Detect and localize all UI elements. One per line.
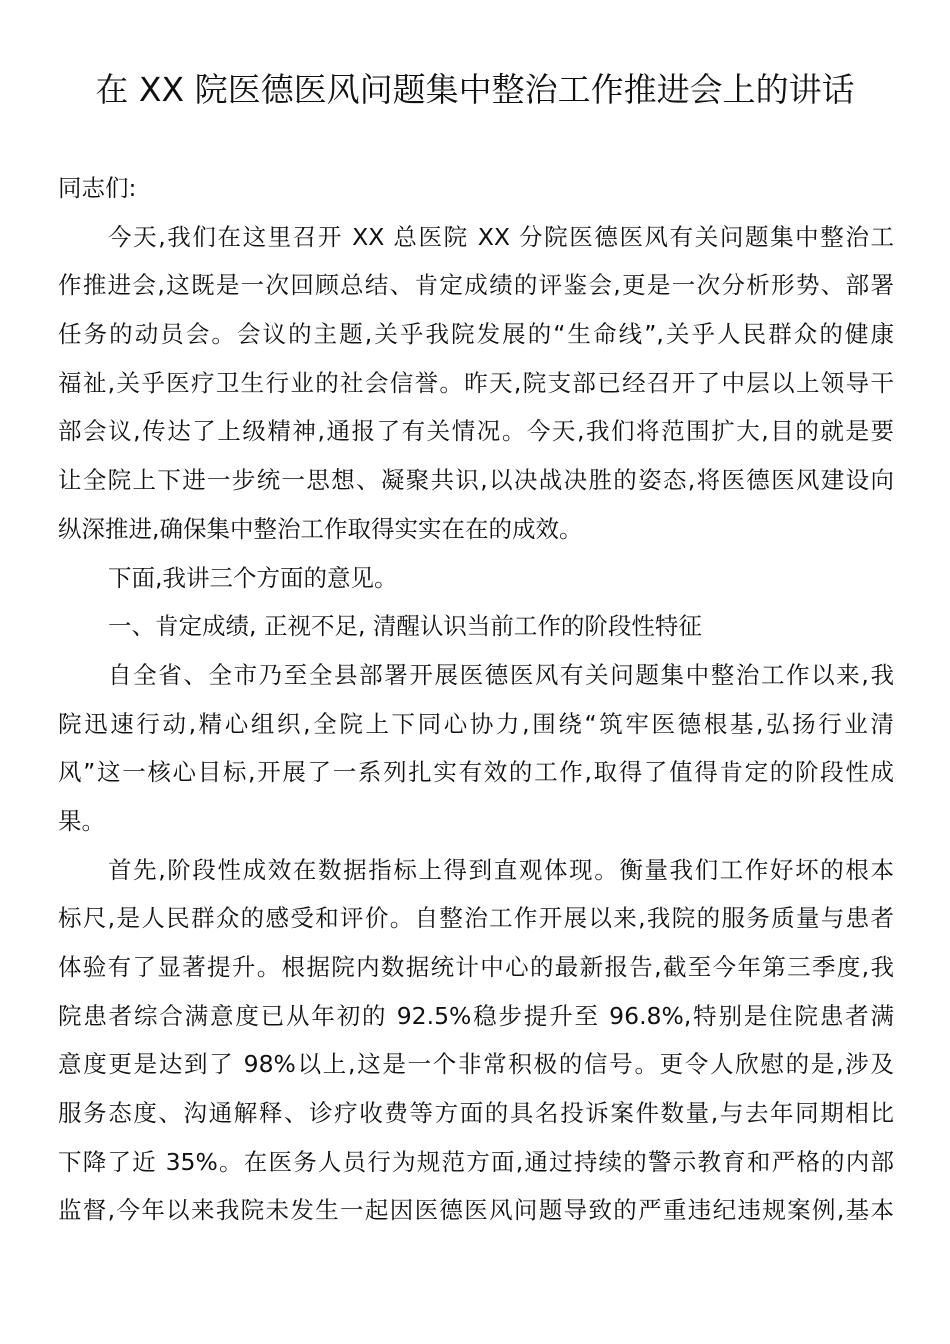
text-line: 下降了近 35%。在医务人员行为规范方面,通过持续的警示教育和严格的内部 bbox=[58, 1147, 894, 1176]
text-line: 意度更是达到了 98%以上,这是一个非常积极的信号。更令人欣慰的是,涉及 bbox=[58, 1050, 894, 1079]
text-line: 下面,我讲三个方面的意见。 bbox=[108, 563, 398, 592]
section-heading-1 bbox=[58, 602, 894, 651]
text-line: 监督,今年以来我院未发生一起因医德医风问题导致的严重违纪违规案例,基本 bbox=[58, 1196, 894, 1225]
paragraph-data-results bbox=[58, 846, 894, 1236]
salutation bbox=[58, 164, 894, 213]
text-line: 福祉,关乎医疗卫生行业的社会信誉。昨天,院支部已经召开了中层以上领导干 bbox=[58, 368, 894, 397]
text-line: 风”这一核心目标,开展了一系列扎实有效的工作,取得了值得肯定的阶段性成 bbox=[58, 758, 894, 787]
text-line: 服务态度、沟通解释、诊疗收费等方面的具名投诉案件数量,与去年同期相比 bbox=[58, 1099, 894, 1128]
paragraph-overview bbox=[58, 554, 894, 603]
text-line: 院患者综合满意度已从年初的 92.5%稳步提升至 96.8%,特别是住院患者满 bbox=[58, 1001, 894, 1030]
paragraph-achievements bbox=[58, 651, 894, 846]
text-line: 首先,阶段性成效在数据指标上得到直观体现。衡量我们工作好坏的根本 bbox=[108, 855, 894, 884]
text-line: 体验有了显著提升。根据院内数据统计中心的最新报告,截至今年第三季度,我 bbox=[58, 953, 894, 981]
section-heading-text: 一、肯定成绩, 正视不足, 清醒认识当前工作的阶段性特征 bbox=[108, 612, 702, 641]
text-line: 同志们: bbox=[58, 174, 137, 202]
text-line: 果。 bbox=[58, 806, 105, 835]
document-title: 在 XX 院医德医风问题集中整治工作推进会上的讲话 bbox=[95, 70, 855, 109]
text-line: 作推进会,这既是一次回顾总结、肯定成绩的评鉴会,更是一次分析形势、部署 bbox=[58, 271, 894, 300]
document-body bbox=[58, 164, 894, 1235]
text-line: 纵深推进,确保集中整治工作取得实实在在的成效。 bbox=[58, 514, 583, 543]
text-line: 院迅速行动,精心组织,全院上下同心协力,围绕“筑牢医德根基,弘扬行业清 bbox=[58, 709, 894, 738]
text-line: 任务的动员会。会议的主题,关乎我院发展的“生命线”,关乎人民群众的健康 bbox=[58, 320, 894, 349]
paragraph-intro bbox=[58, 213, 894, 554]
text-line: 标尺,是人民群众的感受和评价。自整治工作开展以来,我院的服务质量与患者 bbox=[58, 904, 894, 933]
text-line: 自全省、全市乃至全县部署开展医德医风有关问题集中整治工作以来,我 bbox=[108, 660, 894, 689]
text-line: 让全院上下进一步统一思想、凝聚共识,以决战决胜的姿态,将医德医风建设向 bbox=[58, 466, 894, 495]
text-line: 部会议,传达了上级精神,通报了有关情况。今天,我们将范围扩大,目的就是要 bbox=[58, 417, 894, 446]
text-line: 今天,我们在这里召开 XX 总医院 XX 分院医德医风有关问题集中整治工 bbox=[108, 222, 894, 251]
